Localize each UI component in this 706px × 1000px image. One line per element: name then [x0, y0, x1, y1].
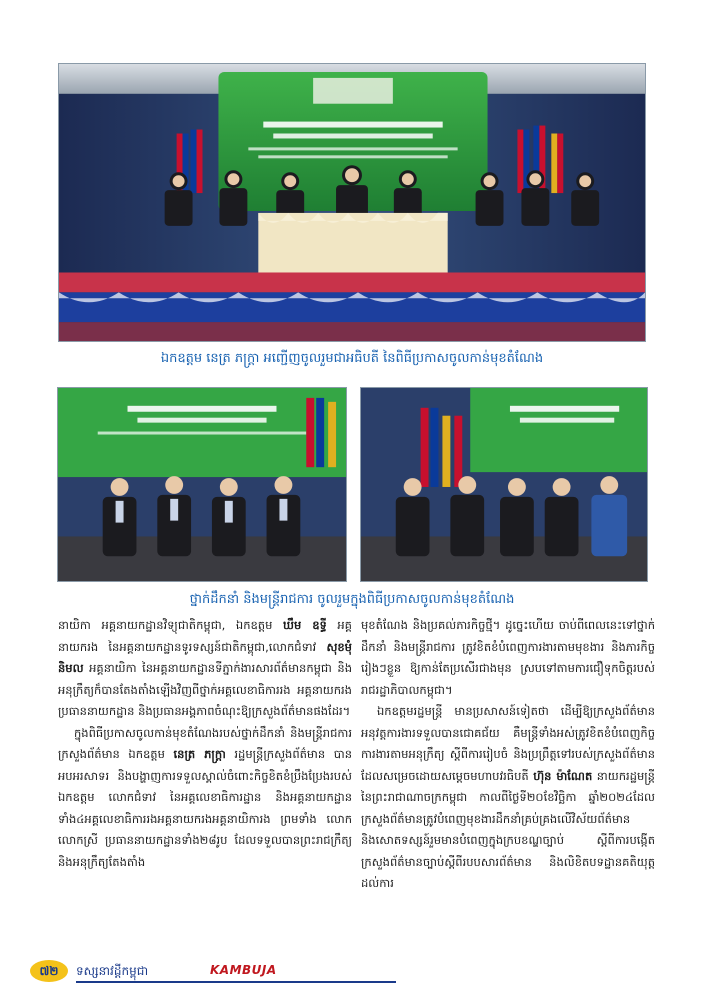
- paragraph-text: រដ្ឋមន្ត្រីក្រសួងព័ត៌មាន បានអបអរសាទរ និងបង្ហាញការទទួលស្គាល់ចំពោះកិច្ចខិតខំប្រឹងប្រែងរបស់ ឯកឧត្តម លោកជំទាវ នៃអគ្គលេខាធិការដ្ឋាន និងអគ្គនាយកដ្ឋានទាំង៤អគ្គលេខាធិការរងអគ្គនាយករងអគ្គនាយិការង ព្រមទាំង លោក លោកស្រី ប្រធាននាយកដ្ឋានទាំង២៨រូប ដែលទទួលបានព្រះរាជក្រឹត្យ និងអនុក្រឹត្យតែងតាំង: [58, 747, 353, 869]
- person-name: សុខមុំ និមល: [58, 639, 352, 675]
- stage-scene-illustration: [59, 64, 645, 341]
- magazine-brand: KAMBUJA: [210, 963, 277, 977]
- officials-seated-illustration: [58, 388, 346, 581]
- paragraph-text: នាយករដ្ឋមន្ត្រីនៃព្រះរាជាណាចក្រកម្ពុជា កាលពីថ្ងៃទី២០ខែវិច្ឆិកា ឆ្នាំ២០២៤ដែលក្រសួងព័ត៌មានត្រូវបំពេញមុខងារដឹកនាំគ្រប់គ្រងលើវិស័យព័ត៌មាននិងសោតទស្សន៍រួមមានបំពេញក្នុងក្របខណ្ឌច្បាប់ ស្ដីពីការបង្កើតក្រសួងព័ត៌មានច្បាប់ស្ដីពីរបបសារព័ត៌មាន និងលិខិតបទដ្ឋានគតិយុត្តដល់ការ: [361, 768, 655, 890]
- article-column-left: [58, 615, 352, 873]
- article-paragraph: [58, 615, 352, 723]
- left-event-photo: [57, 387, 347, 582]
- bottom-photos-caption: ថ្នាក់ដឹកនាំ និងមន្ត្រីរាជការ ចូលរួមក្នុងពិធីប្រកាសចូលកាន់មុខតំណែង: [189, 592, 515, 607]
- paragraph-text: ក្នុងពិធីប្រកាសចូលកាន់មុខតំណែងរបស់ថ្នាក់ដឹកនាំ និងមន្ត្រីរាជការក្រសួងព័ត៌មាន ឯកឧត្តម: [58, 725, 352, 761]
- article-paragraph: មុខតំណែង និងប្រគល់ភារកិច្ចថ្មី។ ដូច្នេះហើយ ចាប់ពីពេលនេះទៅថ្នាក់ដឹកនាំ និងមន្ត្រីរាជការ ត្រូវខិតខំបំពេញការងារតាមមុខងារ និងភារកិច្ចរៀងៗខ្លួន ឱ្យកាន់តែប្រសើរជាងមុន ស្របទៅតាមការជឿទុកចិត្តរបស់រាជរដ្ឋាភិបាលកម្ពុជា។: [361, 618, 655, 697]
- paragraph-text: អគ្គនាយិកា នៃអគ្គនាយកដ្ឋានទីភ្នាក់ងារសារព័ត៌មានកម្ពុជា និងអនុក្រឹត្យក៏បានតែងតាំងឡើងវិញពីថ្នាក់អគ្គលេខាធិការរង អគ្គនាយករង ប្រធាននាយកដ្ឋាន និងប្រធានអង្គភាពចំណុះឱ្យក្រសួងព័ត៌មានផងដែរ។: [58, 661, 352, 718]
- article-paragraph: [361, 701, 655, 895]
- person-name: ឃឹម ឧទ្ធី: [283, 618, 327, 632]
- paragraph-text: ឯកឧត្តមរដ្ឋមន្ត្រី មានប្រសាសន៍ទៀតថា ដើម្បីឱ្យក្រសួងព័ត៌មាន អនុវត្តការងារទទួលបានជោគជ័យ គឺមន្ត្រីទាំងអស់ត្រូវខិតខំបំពេញកិច្ចការងារតាមអនុក្រឹត្យ ស្ដីពីការរៀបចំ និងប្រព្រឹត្តទៅរបស់ក្រសួងព័ត៌មានដែលសម្រេចដោយសម្ដេចមហាបវរធិបតី: [361, 704, 655, 783]
- page-number: ៧២: [30, 960, 68, 982]
- main-photo-caption: ឯកឧត្តម នេត្រ ភក្ត្រា អញ្ជើញចូលរួមជាអធិបតី នៃពិធីប្រកាសចូលកាន់មុខតំណែង: [160, 351, 544, 366]
- person-name: នេត្រ ភក្ត្រា: [173, 747, 226, 761]
- paragraph-text: នាយិកា អគ្គនាយកដ្ឋានវិទ្យុជាតិកម្ពុជា, ឯកឧត្តម: [58, 618, 283, 632]
- footer-divider: [76, 981, 396, 983]
- person-name: ហ៊ុន ម៉ាណែត: [533, 768, 593, 783]
- article-paragraph: [58, 723, 352, 874]
- page-footer: [30, 960, 670, 984]
- paragraph-text: អគ្គនាយករង នៃអគ្គនាយកដ្ឋានទូរទស្សន៍ជាតិកម្ពុជា,លោកជំទាវ: [58, 618, 352, 654]
- main-event-photo: [58, 63, 646, 342]
- officials-seated-illustration: [361, 388, 647, 581]
- right-event-photo: [360, 387, 648, 582]
- magazine-name: ទស្សនាវដ្ដីកម្ពុជា: [76, 964, 149, 978]
- article-column-right: [361, 615, 655, 895]
